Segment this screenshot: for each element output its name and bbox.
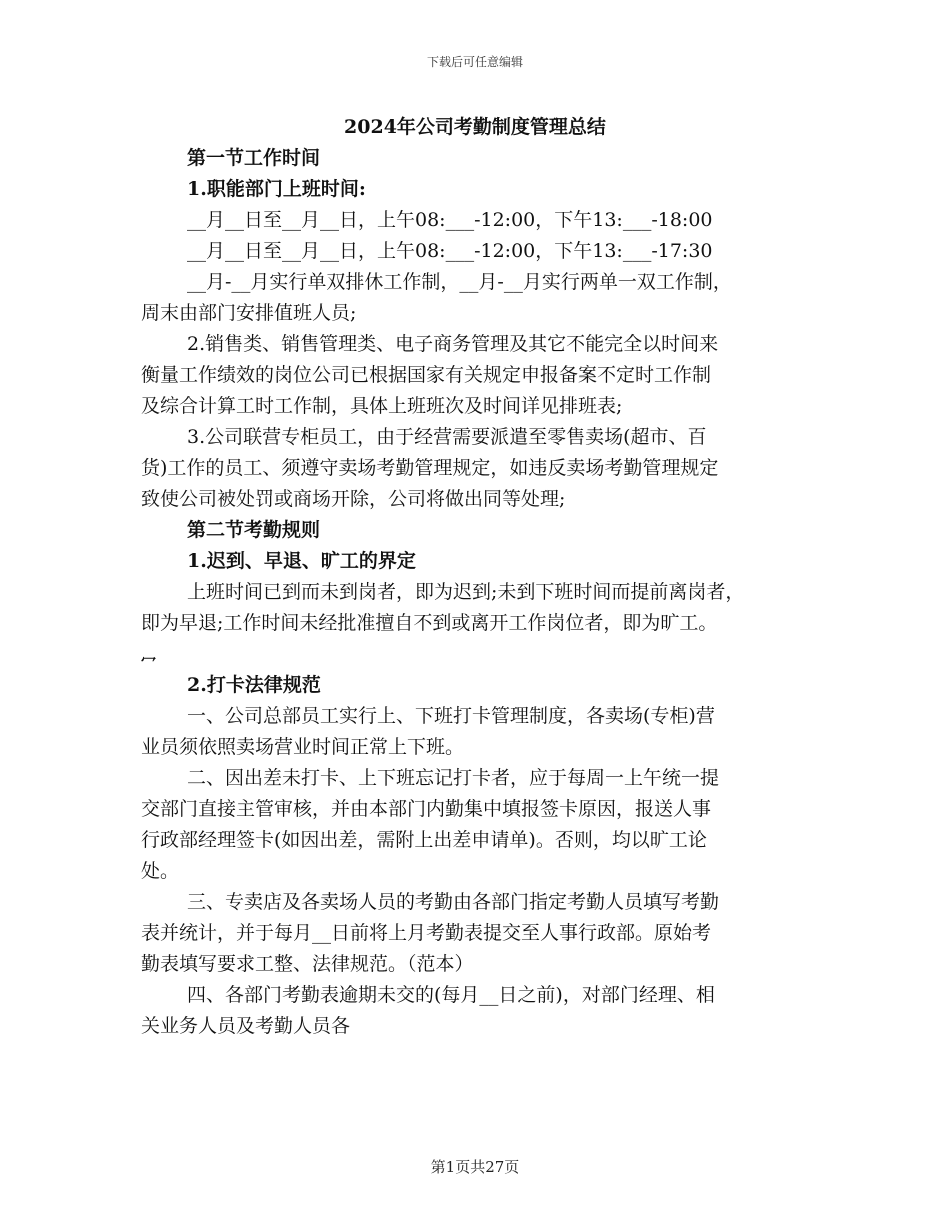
- work-hours-line-1: __月__日至__月__日，上午08:___-12:00，下午13:___-18:00: [187, 209, 713, 231]
- section1-heading: 第一节工作时间: [187, 147, 321, 169]
- definition-line-2: 即为早退;工作时间未经批准擅自不到或离开工作岗位者，即为旷工。: [141, 612, 718, 634]
- clock-para2-line-2: 交部门直接主管审核，并由本部门内勤集中填报签卡原因，报送人事: [141, 798, 712, 820]
- clock-para3-line-3: 勤表填写要求工整、法律规范。（范本）: [141, 953, 474, 975]
- clock-para1-line-2: 业员须依照卖场营业时间正常上下班。: [141, 736, 465, 758]
- work-hours-line-3: __月-__月实行单双排休工作制，__月-__月实行两单一双工作制，: [187, 271, 732, 293]
- clock-para1-line-1: 一、公司总部员工实行上、下班打卡管理制度，各卖场(专柜)营: [187, 705, 715, 727]
- clock-para3-line-1: 三、专卖店及各卖场人员的考勤由各部门指定考勤人员填写考勤: [187, 891, 720, 913]
- section2-sub2-heading: 2.打卡法律规范: [187, 674, 321, 696]
- document-title: 2024年公司考勤制度管理总结: [344, 116, 606, 138]
- document-body: [141, 143, 821, 1042]
- clock-para4-line-2: 关业务人员及考勤人员各: [141, 1015, 351, 1037]
- page-footer-info: 第1页共27页: [430, 1158, 520, 1176]
- section1-sub1-heading: 1.职能部门上班时间:: [187, 178, 366, 200]
- stray-mark: 冖: [141, 652, 157, 670]
- clock-para2-line-4: 处。: [141, 860, 180, 882]
- counter-para-line-3: 致使公司被处罚或商场开除，公司将做出同等处理;: [141, 488, 566, 510]
- clock-para3-line-2: 表并统计，并于每月__日前将上月考勤表提交至人事行政部。原始考: [141, 922, 712, 944]
- clock-para2-line-3: 行政部经理签卡(如因出差，需附上出差申请单)。否则，均以旷工论: [141, 829, 707, 851]
- clock-para4-line-1: 四、各部门考勤表逾期未交的(每月__日之前)，对部门经理、相: [187, 984, 715, 1006]
- counter-para-line-1: 3.公司联营专柜员工，由于经营需要派遣至零售卖场(超市、百: [187, 426, 707, 448]
- sales-para-line-3: 及综合计算工时工作制，具体上班班次及时间详见排班表;: [141, 395, 623, 417]
- spacer: [141, 639, 821, 653]
- section2-heading: 第二节考勤规则: [187, 519, 321, 541]
- clock-para2-line-1: 二、因出差未打卡、上下班忘记打卡者，应于每周一上午统一提: [187, 767, 720, 789]
- definition-line-1: 上班时间已到而未到岗者，即为迟到;未到下班时间而提前离岗者，: [187, 581, 745, 603]
- sales-para-line-2: 衡量工作绩效的岗位公司已根据国家有关规定申报备案不定时工作制: [141, 364, 712, 386]
- work-hours-line-2: __月__日至__月__日，上午08:___-12:00，下午13:___-17:30: [187, 240, 713, 262]
- work-hours-line-4: 周末由部门安排值班人员;: [141, 302, 357, 324]
- counter-para-line-2: 货)工作的员工、须遵守卖场考勤管理规定，如违反卖场考勤管理规定: [141, 457, 719, 479]
- sales-para-line-1: 2.销售类、销售管理类、电子商务管理及其它不能完全以时间来: [187, 333, 719, 355]
- section2-sub1-heading: 1.迟到、早退、旷工的界定: [187, 550, 416, 572]
- page-header-note: 下载后可任意编辑: [426, 55, 523, 69]
